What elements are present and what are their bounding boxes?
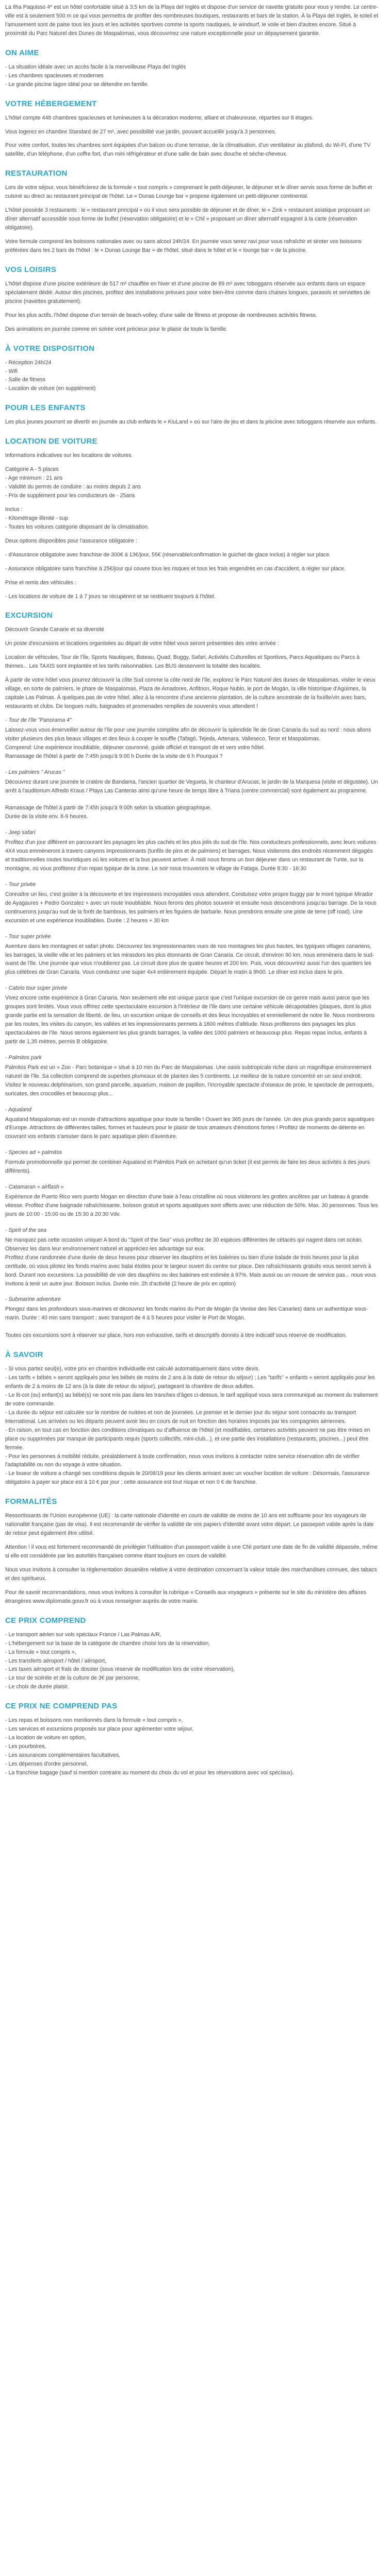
tour-block [5,1148,379,1176]
list-item: - Les pourboires, [5,1743,46,1750]
tour-title: - Catamaran « airflash » [5,1184,64,1191]
list-item: - Prix de supplément pour les conducteurs de - 25ans [5,493,135,499]
tour-description: Connaître un lieu, c'est goûter à la découverte et les impressions incroyables vous attendent. Conduisez votre propre buggy par le mont typique Mirador de Ayagaures + Pedro Gonzalez + avec un route inoubliable. Nous ferons des photos souvenir et ensuite nous descendrons jusqu'au barrage. De la nous continuerons jusqu'au sud de la forêt de bambous, les palmiers et les figuiers de barbarie. Nous prendrons ensuite une piste de terre (off road). Une excursion et une expérience inoubliables. Durée : 2 heures + 30 km [5,891,377,924]
paragraph: Votre formule comprend les boissons nationales avec ou sans alcool 24h/24. En journée vous serez ravi pour vous rafraîchir et siroter vos boissons préférées dans les 2 bars de l'hôtel : le « Dunas Lounge Bar » de l'hôtel, situé dans le hôtel et le « lounge bar » de la piscine. [5,239,362,253]
list-item: - En raison, en tout cas en fonction des conditions climatiques ou d'affluence de l'hôtel (et modifiables, certaines activités peuvent ne pas être mises en place ou supprimées par manque de participants requis (sports collectifs, mini-club...), et une partie des installations (restaurants, piscines...) peut être fermée. [5,1427,370,1451]
list-item: - L'hébergement sur la base de la catégorie de chambre choisi lors de la réservation, [5,1640,210,1647]
tour-description: Palmitos Park est un « Zoo - Parc botanique » situé à 10 min du Parc de Maspalomas. Une oasis subtropicale riche dans un magnifique environnement naturel de l'île. Sa collection comprend de superbes plumeaux et de plantes des 5 continents. Le meilleur de la nature concentré en un seul endroit. Visitez le nouveau delphinarium, son grand parcelle, aquarium, maison de papillon, l'incroyable spectacle d'oiseaux de proie, le spectacle de perroquets, suricates, des crocodiles et beaucoup plus... [5,1064,374,1097]
section-title-comprend-pas: CE PRIX NE COMPREND PAS [5,1702,118,1711]
list-item: - Pour les personnes à mobilité réduite, préalablement à toute confirmation, nous vous invitons à contacter notre service réservation afin de vérifier l'adaptabilité ou non du voyage à votre situation. [5,1453,360,1468]
paragraph: Un poste d'excursions et locations organisées au départ de votre hôtel vous seront présentées des votre arrivée : [5,640,279,647]
list-item: - Wifi [5,368,18,375]
list-item: - Le lit-cot (ou) enfant(s) au bébé(s) ne sont mis pas dans les tranches d'âges ci-dessus, le tarif appliqué vous sera communiqué au moment du traitement de votre commande. [5,1392,378,1407]
tour-block [5,768,379,822]
section-title-savoir: À SAVOIR [5,1350,43,1360]
list-item: - Kilométrage illimité - sup [5,515,68,521]
paragraph: Nous vous invitons à consulter la réglementation douanière relative à votre destination concernant la valeur totale des marchandises connues, des tabacs et des spiritueux. [5,1566,377,1582]
tour-description: Aqualand Maspalomas est un monde d'attractions aquatique pour toute la famille ! Ouvert les 365 jours de l'année. Un des plus grands parcs aquatiques d'Europe. Attractions de différentes tailles, formes et hauteurs pour le plaisir de tous amateurs d'émotions fortes ! Profitez de moments de détente en couvrant vos enfants s'amuser dans le parc aquatique plein d'aventure. [5,1116,374,1140]
list-item: - Age minimum : 21 ans [5,475,63,482]
list-item: - La franchise bagage (sauf si mention contraire au moment du choix du vol et pour les réservations avec vol spéciaux). [5,1769,294,1776]
paragraph: - d'Assurance obligatoire avec franchise de 300€ à 13€/jour, 55€ (réservable/confirmation le guichet de glace inclus) à régler sur place. [5,551,331,558]
tour-description: Expérience de Puerto Rico vers puerto Mogan en direction d'une baie à l'eau cristalline où nous visiterons les grottes ancêtres par un bateau à grande vitesse. Profitez d'une baignade rafraîchissante, boisson gratuit et sports aquatiques sont offerts avec une réduction de 50%. Max. 30 personnes. Tous les jours de 10:00 - 15:00 ou de 15:30 à 20:30 Vdv. [5,1194,378,1217]
tour-description: Vivez encore cette expérience à Gran Canaria. Non seulement elle est unique parce que c'est l'unique excursion de ce genre mais aussi parce que les groupes sont limités. Vous vous offrirez cette spectaculaire excursion à l'intérieur de l'île dans une certaine véhicule décapotables (plaques, dont la plus grande partie est la sensation de liberté, de lieu, un excursion unique de conseils et des lieux incroyables et emmiellement de notre île. Nous montrerons par les routes, les visites du canyon, les vallées et les impressionnants permets à 1600 mètres d'altitude. Nous profiterons des paysages les plus spectaculaires de l'île. Nous serons également les plus grands barrages, la vallée des 1000 palmiers et beaucoup plus. Repas repas inclus, enfants à partir de 1,35 mètres, permis B obligatoire. [5,995,375,1045]
tour-description: Plongez dans les profondeurs sous-marines et découvrez les fonds marins du Port de Mogán (la Venise des îles Canaries) dans un authentique sous-marin. Durée : 40 min sans transport ; avec transport de 4 à 5 heures pour visiter le Port de Mogán. Toutes ces excursions sont à réserver sur place, hors non exhaustive, tarifs et descriptifs donnés à titre indicatif sous réserve de modification. [5,1306,368,1339]
tour-title: - Tour privée [5,881,36,888]
section-title-hebergement: VOTRE HÉBERGEMENT [5,99,97,108]
list-item: - La durée du séjour est calculée sur le nombre de nuitées et non de journées. Le premier et le dernier jour du séjour sont consacrés au transport international. Les arrivées ou les départs peuvent avoir lieu en cours de nuit en fonction des horaires imposés par les compagnies aériennes. [5,1409,356,1425]
paragraph: Vous logerez en chambre Standard de 27 m², avec possibilité vue jardin, pouvant accueillir jusqu'à 3 personnes. [5,128,276,135]
tour-title: - Cabrio tour super privée [5,985,68,992]
list-item: - Les tarifs « bébés » seront appliqués pour les bébés de moins de 2 ans à la date de retour du séjour) ; Les "tarifs" « enfants » seront appliqués pour les enfants de 2 à moins de 12 ans (à la date de retour du séjour), partageant la chambre de deux adultes. [5,1375,375,1389]
section-title-enfants: POUR LES ENFANTS [5,403,86,413]
tour-title: - Submarine adventure [5,1296,61,1303]
tour-block [5,880,379,925]
list-item: - Les transferts aéroport / hôtel / aéroport, [5,1657,107,1664]
location-category-list [5,465,379,500]
list-item: - Location de voiture (en supplément) [5,385,96,392]
list-item: - Validité du permis de conduire : au moins depuis 2 ans [5,484,141,490]
list-item: - Les repas et boissons non mentionnés dans la formule « tout compris », [5,1717,183,1724]
tour-block [5,1054,379,1098]
tour-title: - Tour super privée [5,933,51,940]
list-item: - Les assurances complémentaires facultatives, [5,1752,121,1758]
location-inclus-list [5,505,379,532]
paragraph: L'hôtel compte 448 chambres spacieuses et lumineuses à la décoration moderne, alliant et chaleureuse, réparties sur 8 étages. [5,114,314,121]
tour-description: Ne manquez pas cette occasion unique! A bord du "Spirit of the Sea" vous profitez de 30 espèces différentes de cétacés qui nagent dans cet océan. Observez les dans leur environnement naturel et appréciez-les advantage sur eux. Profitez d'une randonnée d'une durée de deux heures pour observer les dauphins et les baleines ou bien d'une balade de trois heures pour la plus certitude, où vous pilotez les fonds marins avec balai étoiles pour le largeur ouvert du centre sur place. Des rafraîchissants gratuits vous seront servis à bord. Durant nos excursions. La possibilité de voir des dauphins ou des baleines est estimée à 97%. Mais aussi ou un mouve de service pas... nous vous invitons à tenir un autre jour. Boisson inclus. Durée min. 2h d'activité (2 heure de prix en option) [5,1236,377,1287]
list-item: - Si vous partez seul(e), votre prix en chambre individuelle est calculé automatiquement dans votre devis. [5,1366,260,1372]
section-title-location: LOCATION DE VOITURE [5,437,97,446]
paragraph: Deux options disponibles pour l'assurance obligatoire : [5,537,137,544]
comprend-pas-list [5,1716,379,1777]
tour-title: - Tour de l'île "Panorama 4" [5,717,72,723]
tour-title: - Jeep safari [5,829,36,836]
section-title-comprend: CE PRIX COMPREND [5,1616,86,1625]
tour-title: - Spirit of the sea [5,1227,47,1233]
tour-description: Aventure dans les montagnes et safari photo. Découvrez les impressionnantes vues de nos montagnes les plus hautes, les typiques villages canariens, les barrages, la vieille ville et les palmiers et les mirasdors les plus étonnants de Gran Canaria. Ce circuit, d'environ 90 km, nous emmènera dans le sud-ouest de l'île. Une journée que vous n'oublierez pas. Le circuit dure plus de quatre heures et 200 km. Puis, vous découvrirez aussi l'un des quartiers les plus célèbres de Gran Canaria. Vous conduirez une super 4x4 entièrement équipée. Départ le matin à 9h00. Le dîner est inclus dans le prix. [5,943,374,976]
list-item: - Les chambres spacieuses et modernes [5,72,104,79]
list-item: - Salle de fitness [5,377,46,383]
paragraph: L'hôtel possède 3 restaurants : le « restaurant principal » où il vous sera possible de déjeuner et de dîner, le « Zink » restaurant asiatique proposant un dîner alternatif accessible sous forme de buffet (réservation obligatoire) et le « Chil » proposant un dîner alternatif espagnol à la carte (réservation obligatoire). [5,207,370,231]
intro-paragraph: La Ilha Paquisso 4* est un hôtel confortable situé à 3,5 km de la Playa del Inglés et dispose d'un service de navette gratuite pour vous y rendre. Le centre-ville est à seulement 500 m ce qui vous permettra de profiter des nombreuses boutiques, restaurants et bars de la station. À la Playa del Inglés, le soleil et l'amusement sont de paise tous les jours et les activités sportives comme la sports nautiques, le windsurf, le voile et bien d'autres encore. Situé à proximité du Parc Naturel des Dunes de Maspalomas, vous découvrirez une nature exceptionnelle pour un dépaysement garantie. [5,4,379,37]
tour-block [5,933,379,977]
tour-block [5,1183,379,1219]
list-item: - Le transport aérien sur vols spéciaux France / Las Palmas A/R, [5,1631,161,1638]
list-item: - La situation idéale avec un accès facile à la merveilleuse Playa del Inglés [5,63,186,70]
comprend-list [5,1631,379,1692]
aime-list [5,63,379,89]
section-title-formalites: FORMALITÉS [5,1497,57,1506]
paragraph: Prise et remis des véhicules : [5,579,76,586]
section-title-excursion: EXCURSION [5,611,53,620]
paragraph: Pour de savoir recommandations, nous vous invitons à consulter la rubrique « Conseils aux voyageurs » présente sur le site du ministère des affaires étrangères www.diplomatie.gouv.fr où à vous renseigner auprès de votre mairie. [5,1589,366,1604]
section-title-loisirs: VOS LOISIRS [5,265,57,274]
tour-description: Laissez-vous vous émerveiller autour de l'île pour une journée complète afin de découvrir la splendide île de Gran Canaria du sud au nord : nous allons visiter plusieurs des plus beaux villages et des lieux à couper le souffle (Tafagó, Tejeda, Artenara, Valleseco, Teror et Maspalomas. Comprend: Une expérience inoubliable, déjeuner couronné, guide officiel et transport de et vers votre hôtel. Ramassage de l'hôtel à partir de 7:45h jusqu'à 9:00 h Durée de la visite de 6 h Pourquoi ? [5,726,371,759]
tour-title: - Aqualand [5,1106,31,1113]
list-item: - La location de voiture en option, [5,1735,86,1741]
tour-title: - Les palmiers " Arucas " [5,769,65,775]
list-item: - Les dépenses d'ordre personnel, [5,1760,88,1767]
section-title-disposition: À VOTRE DISPOSITION [5,344,95,353]
tour-title: - Species ad + palmitos [5,1149,62,1156]
paragraph: - Assurance obligatoire sans franchise à 25€/jour qui couvre tous les risques et tous les frais engendrés en cas d'accident, à régler sur place. [5,565,346,572]
tour-block [5,716,379,761]
tour-block [5,1295,379,1340]
paragraph: L'hôtel dispose d'une piscine extérieure de 517 m² chauffée en hiver et d'une piscine de 89 m² avec toboggans réservée aux enfants dans un espace spécialement dédié. Autour des piscines, profitez des installations prévues pour votre bien-être comme dans chaises longues, parasols et serviettes de piscine (navettes gratuitement). [5,280,370,304]
list-item: - Les services et excursions proposés sur place pour agrémenter votre séjour, [5,1726,194,1733]
section-title-restauration: RESTAURATION [5,169,68,178]
paragraph: Ressortissants de l'Union européenne (UE) : la carte nationale d'identité en cours de validité de moins de 10 ans est suffisante pour les voyageurs de nationalité française (pas de visa). Il est recommandé de vérifier la validité de vos papiers d'identité avant votre départ. Le passeport valide après la date de retour peut également être utilisé. [5,1513,374,1537]
tour-block [5,984,379,1046]
tour-title: - Palmitos park [5,1054,42,1061]
list-item: Inclus : [5,506,23,513]
tour-block [5,1226,379,1289]
disposition-list [5,359,379,394]
list-item: - Réception 24h/24 [5,359,52,366]
tour-description: Formule promotionnelle qui permet de combiner Aqualand et Palmitos Park en achetant qu'un ticket (il est permis de faire les deux activités à des jours différents). [5,1159,370,1175]
list-item: - Le grande piscine lagon idéal pour se détendre en famille. [5,81,149,88]
list-item: - Toutes les voitures catégorie disposant de la climatisation. [5,523,149,530]
paragraph: Pour les plus actifs, l'hôtel dispose d'un terrain de beach-volley, d'une salle de fitness et propose de nombreuses activités fitness. [5,312,317,318]
paragraph: Les plus jeunes pourront se divertir en journée au club enfants le « KiuLand » où sur l'aire de jeu et dans la piscine avec toboggans réservée aux enfants. [5,419,377,426]
tour-description: Profitez d'un jour différent en parcourant les paysages les plus cachés et les plus jolis du sud de l'île. Nos conducteurs professionnels, avec leurs voitures 4X4 vous emmèneront à travers canyons impressionnants (tunfils de pins et de palmiers) et barrages. Nous visiterons des endroits récemment dégagés et traditionnelles routes touristiques où les voitures et la bus peuvent arriver. À midi nous ferons un bon déjeuner dans un restaurant de Tunte, sur la montagne, où vous profiterez d'un repas typique de la zone. Le soir nous trouverons le village de Fataga. Durée 8:30 - 16:30 [5,839,377,872]
section-title-aime: ON AIME [5,48,39,57]
tour-block [5,828,379,873]
paragraph: - Les locations de voiture de 1 à 7 jours se récupèrent et se restituent toujours à l'hôtel. [5,593,216,600]
paragraph: Location de véhicules, Tour de l'île, Sports Nautiques, Bateau, Quad, Buggy, Safari, Activités Culturelles et Sportives, Parcs Aquatiques ou Parcs à thèmes... Les TAXIS sont implantés et les tarifs raisonnables. Les BUS desservent la totalité des localités. [5,654,360,670]
list-item: - Le tour de scénite et de la culture de 3€ par personne, [5,1675,140,1682]
paragraph: Des animations en journée comme en soirée vont précieux pour le plaisir de toute la famille. [5,326,228,332]
paragraph: À partir de votre hôtel vous pourrez découvrir la côte Sud comme la côte nord de l'île, explorez le Parc Naturel des dunes de Maspalomas, visiter le vieux village, en sorte de palmiers, le phare de Maspalomas, Plaza de Amadores, Anfitrion, Roque Nublo, le port de Mogán, la ville historique d'Agüimes, la capitale Las Palmas. À quelques pas de votre hôtel, allez à la rencontre d'une ancienne plantation, de la culture ancestrale de la fouille/vin avec bars, restaurants et clubs. De longues nuits, baignades et promenades remplies de souvenirs vous attendent ! [5,677,376,709]
savoir-list [5,1365,379,1487]
paragraph: Attention ! il vous est fortement recommandé de privilégier l'utilisation d'un passeport valide à une CNI portant une date de fin de validité dépassée, même si elle est considérée par les autorités françaises comme étant toujours en cours de validité. [5,1544,378,1559]
tour-block [5,1106,379,1142]
paragraph: Lors de votre séjour, vous bénéficierez de la formule « tout compris » comprenant le petit-déjeuner, le déjeuner et le dîner servis sous forme de buffet et cuisiné au direct au restaurant principal de l'hôtel. Le « Dunas Lounge bar » propose également un petit-déjeuner continental. [5,184,372,200]
list-item: - Les taxes aéroport et frais de dossier (sous réserve de modification lors de votre réservation), [5,1666,235,1673]
paragraph: Pour votre confort, toutes les chambres sont équipées d'un balcon ou d'une terrasse, de la climatisation, d'un ventilateur au plafond, du Wi-Fi, d'une TV satellite, d'un téléphone, d'un coffre fort, d'un mini réfrigérateur et d'une salle de bain avec douche et sèche-cheveux. [5,142,371,158]
list-item: - La formule « tout compris », [5,1649,76,1655]
paragraph: Informations indicatives sur les locations de voitures. [5,452,133,459]
list-item: Catégorie A - 5 places [5,466,59,473]
list-item: - Le loueur de voiture a changé ses conditions depuis le 20/08/19 pour les clients arrivant avec un voucher location de voiture : Désormais, l'assurance obligatoire à payer sur place est à 10 € par jour ; cette assurance est tout risque et non 0 € de franchise. [5,1470,370,1486]
tour-description: Découvrez durant une journée le cratère de Bandama, l'ancien quartier de Vegueta, le chanteur d'Arucas, le jardin de la Marquesa (visite et dégustée). Un arrêt à l'auditorium Alfredo Kraus / Playa Las Canteras ainsi qu'une heure de temps libre à Triana (centre commercial) sont également au programme. Ramassage de l'hôtel à partir de 7:45h jusqu'à 9:00h selon la situation géographique. Durée de la visite env. 8-9 heures. [5,778,378,820]
list-item: - Le choix de durée plaisir. [5,1684,69,1690]
tours-list [5,716,379,1340]
excursion-subtitle: Découvrir Grande Canarie et sa diversité [5,626,104,633]
